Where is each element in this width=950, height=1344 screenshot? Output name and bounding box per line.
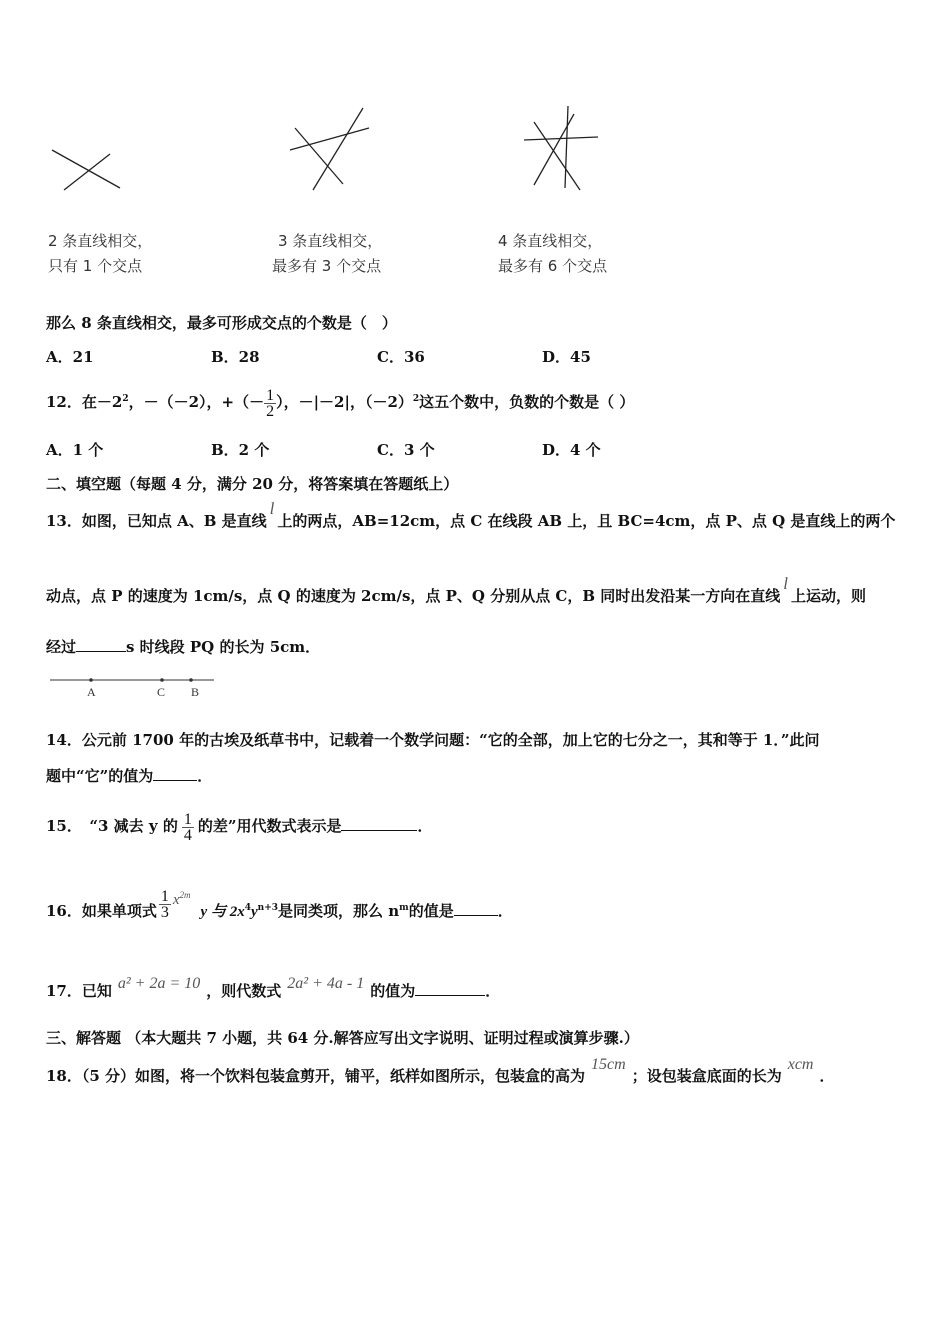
- figure-caption-2b: 最多有 3 个交点: [272, 257, 382, 275]
- figure-caption-2a: 3 条直线相交，: [278, 232, 383, 250]
- point-a-label: A: [87, 685, 96, 699]
- point-b-label: B: [191, 685, 200, 699]
- q17-answer-blank[interactable]: [415, 981, 485, 996]
- q15-stem: 15． “3 减去 y 的 $\frac{1}{4}$ 的差”用代数式表示是 ．: [46, 810, 433, 844]
- two-lines-figure: [48, 140, 128, 200]
- three-lines-figure: [285, 100, 380, 200]
- q11-option-c: C．36: [377, 348, 425, 366]
- q15-fraction: $\frac{1}{4}$: [183, 810, 192, 844]
- q12-option-a: A．1 个: [46, 441, 104, 459]
- four-lines-figure: [520, 100, 605, 200]
- q18-stem: 18．（5 分）如图，将一个饮料包装盒剪开，铺平，纸样如图所示，包装盒的高为15cm；设包装盒底面的长为xcm．: [46, 1056, 835, 1085]
- figure-caption-1b: 只有 1 个交点: [48, 257, 143, 275]
- q12-stem: 12．在$-2^2$，－（－2），+（－ $\frac{1}{2}$ ），－|－2|，$(-2)^2$这五个数中，负数的个数是（ ）: [46, 386, 635, 420]
- q12-option-b: B．2 个: [211, 441, 270, 459]
- q16-stem: 16．如果单项式 $\frac{1}{3}$ $x^{2m}y$ 与 $2x^4y^{n+3}$是同类项，那么 $n^m$的值是 ．: [46, 887, 513, 921]
- q13-answer-blank[interactable]: [76, 637, 126, 652]
- q17-stem: 17．已知 a² + 2a = 10 ，则代数式 2a² + 4a - 1 的值为 ．: [46, 975, 501, 1000]
- q14-line-1: 14．公元前 1700 年的古埃及纸草书中，记载着一个数学问题：“它的全部，加上它的七分之一，其和等于 1．”此问: [46, 731, 820, 749]
- figure-caption-1a: 2 条直线相交，: [48, 232, 153, 250]
- q16-answer-blank[interactable]: [454, 901, 498, 916]
- q13-line-3: 经过 s 时线段 PQ 的长为 5cm．: [46, 638, 321, 656]
- q11-option-d: D．45: [542, 348, 591, 366]
- figure-caption-3a: 4 条直线相交，: [498, 232, 603, 250]
- q11-option-a: A．21: [46, 348, 94, 366]
- q12-fraction: $\frac{1}{2}$: [266, 386, 275, 420]
- q13-line-1: 13．如图，已知点 A、B 是直线l上的两点，AB=12cm，点 C 在线段 AB 上，且 BC=4cm，点 P、点 Q 是直线上的两个: [46, 499, 896, 530]
- q14-line-2: 题中“它”的值为 ．: [46, 767, 213, 785]
- section-3-heading: 三、解答题 （本大题共 7 小题，共 64 分.解答应写出文字说明、证明过程或演算步骤.）: [46, 1029, 639, 1047]
- q13-line-diagram: [48, 672, 218, 700]
- q15-answer-blank[interactable]: [341, 816, 417, 831]
- q14-answer-blank[interactable]: [153, 766, 197, 781]
- q11-stem: 那么 8 条直线相交，最多可形成交点的个数是（ ）: [46, 314, 397, 332]
- point-c-label: C: [157, 685, 166, 699]
- q13-line-2: 动点，点 P 的速度为 1cm/s，点 Q 的速度为 2cm/s，点 P、Q 分别从点 C，B 同时出发沿某一方向在直线l上运动，则: [46, 574, 867, 605]
- figure-caption-3b: 最多有 6 个交点: [498, 257, 608, 275]
- q11-option-b: B．28: [211, 348, 260, 366]
- section-2-heading: 二、填空题（每题 4 分，满分 20 分，将答案填在答题纸上）: [46, 475, 459, 493]
- q12-option-d: D．4 个: [542, 441, 601, 459]
- q16-fraction: $\frac{1}{3}$: [160, 887, 169, 921]
- q12-option-c: C．3 个: [377, 441, 435, 459]
